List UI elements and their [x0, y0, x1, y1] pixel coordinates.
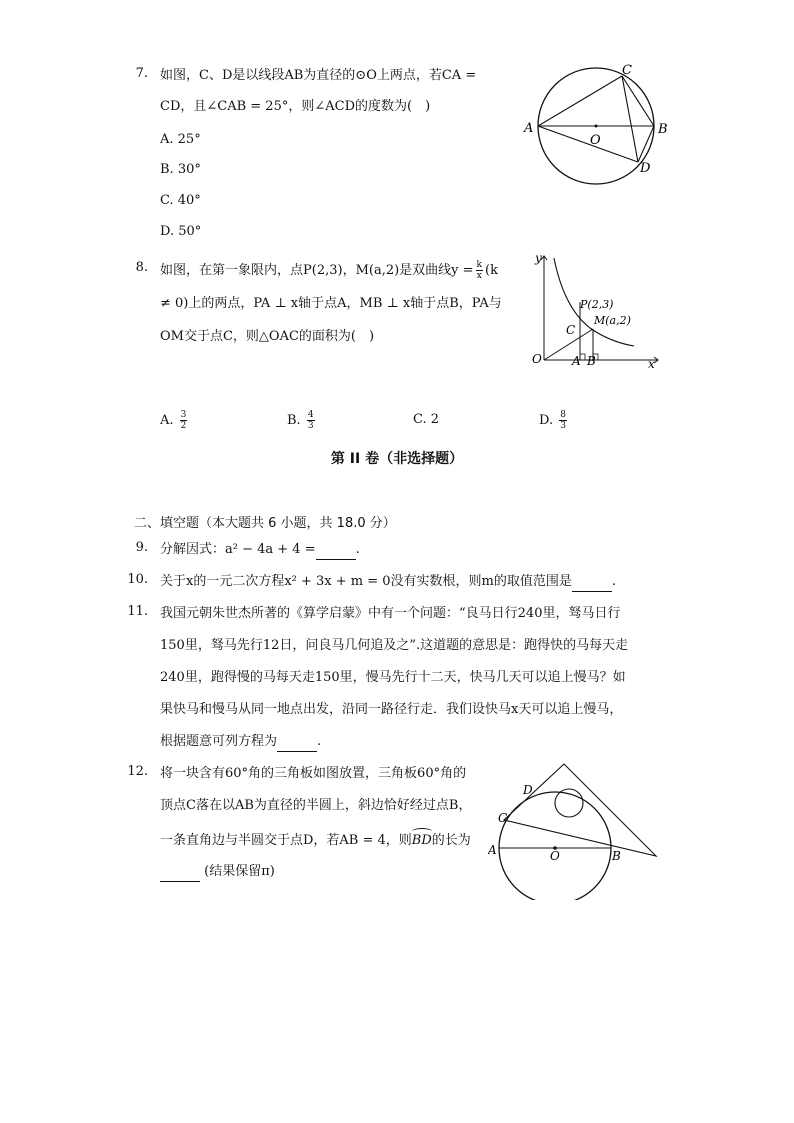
- q8-hyperbola-figure: [530, 250, 665, 372]
- q9-number: 9.: [135, 540, 148, 555]
- q11-text-line4: 果快马和慢马从同一地点出发，沿同一路径行走．我们设快马x天可以追上慢马，: [160, 702, 623, 717]
- q7-text-line1: 如图，C、D是以线段AB为直径的⊙O上两点，若CA =: [160, 68, 477, 83]
- q12-text-line1: 将一块含有60°角的三角板如图放置，三角板60°角的: [160, 766, 467, 781]
- q12-arc-label: BD: [412, 828, 432, 851]
- q8-label-x: x: [648, 357, 655, 371]
- q7-label-d: D: [640, 161, 651, 176]
- q12-label-a: A: [488, 843, 497, 857]
- q7-option-c[interactable]: C. 40°: [160, 193, 201, 208]
- q8-option-c[interactable]: C. 2: [413, 412, 440, 427]
- q8-label-a: A: [572, 354, 581, 368]
- section-title: 第 II 卷（非选择题）: [330, 451, 464, 467]
- q7-label-c: C: [622, 63, 632, 78]
- q7-text-line2: CD，且∠CAB = 25°，则∠ACD的度数为( ): [160, 99, 431, 114]
- q7-option-a[interactable]: A. 25°: [160, 132, 201, 147]
- q8-label-m: M(a,2): [594, 314, 631, 327]
- q12-text-line3: 一条直角边与半圆交于点D，若AB = 4，则 BD的长为: [160, 828, 471, 851]
- q12-triangle-figure: [488, 758, 663, 900]
- q7-number: 7.: [135, 66, 148, 81]
- q11-text-line2: 150里，驽马先行12日，问良马几何追及之”.这道题的意思是：跑得快的马每天走: [160, 638, 629, 653]
- q8-option-b[interactable]: B. $\frac{4}{3}$: [287, 410, 314, 431]
- q12-text-line4: (结果保留π): [160, 862, 275, 882]
- q9-answer-blank[interactable]: [316, 545, 356, 560]
- q8-label-b: B: [587, 354, 596, 368]
- q11-text-line3: 240里，跑得慢的马每天走150里，慢马先行十二天，快马几天可以追上慢马？如: [160, 670, 626, 685]
- q8-number: 8.: [135, 260, 148, 275]
- q8-option-a[interactable]: A. $\frac{3}{2}$: [160, 410, 187, 431]
- q8-fraction: $\frac{k}{x}$: [476, 260, 483, 281]
- q8-text-line1: 如图，在第一象限内，点P(2,3)，M(a,2)是双曲线y = $\frac{k}{x}$ (k: [160, 260, 498, 281]
- q11-number: 11.: [127, 604, 148, 619]
- q9-text: 分解因式：a² − 4a + 4 = .: [160, 540, 360, 560]
- q8-text-line2: ≠ 0)上的两点，PA ⊥ x轴于点A，MB ⊥ x轴于点B，PA与: [160, 296, 502, 311]
- q10-answer-blank[interactable]: [572, 577, 612, 592]
- q12-label-c: C: [498, 811, 508, 825]
- q12-label-o: O: [550, 849, 560, 863]
- q8-label-c: C: [566, 323, 576, 337]
- q7-label-o: O: [590, 133, 601, 148]
- q10-number: 10.: [127, 572, 148, 587]
- part2-header: 二、填空题（本大题共 6 小题，共 18.0 分）: [134, 516, 396, 531]
- q11-text-line5: 根据题意可列方程为 .: [160, 732, 321, 752]
- q7-option-b[interactable]: B. 30°: [160, 162, 201, 177]
- q11-text-line1: 我国元朝朱世杰所著的《算学启蒙》中有一个问题：“良马日行240里，驽马日行: [160, 606, 621, 621]
- q8-label-y: y: [535, 251, 542, 265]
- q12-label-d: D: [523, 783, 533, 797]
- q7-circle-figure: [518, 62, 668, 192]
- q8-text-line3: OM交于点C，则△OAC的面积为( ): [160, 329, 375, 344]
- q7-label-a: A: [524, 121, 534, 136]
- q12-number: 12.: [127, 764, 148, 779]
- q12-answer-blank[interactable]: [160, 867, 200, 882]
- q12-label-b: B: [612, 849, 621, 863]
- q7-label-b: B: [658, 122, 668, 137]
- q8-label-o: O: [532, 352, 542, 366]
- q12-text-line2: 顶点C落在以AB为直径的半圆上，斜边恰好经过点B，: [160, 798, 472, 813]
- q7-option-d[interactable]: D. 50°: [160, 224, 202, 239]
- q8-option-d[interactable]: D. $\frac{8}{3}$: [539, 410, 566, 431]
- q10-text: 关于x的一元二次方程x² + 3x + m = 0没有实数根，则m的取值范围是 .: [160, 572, 616, 592]
- q11-answer-blank[interactable]: [277, 737, 317, 752]
- q8-label-p: P(2,3): [580, 298, 614, 311]
